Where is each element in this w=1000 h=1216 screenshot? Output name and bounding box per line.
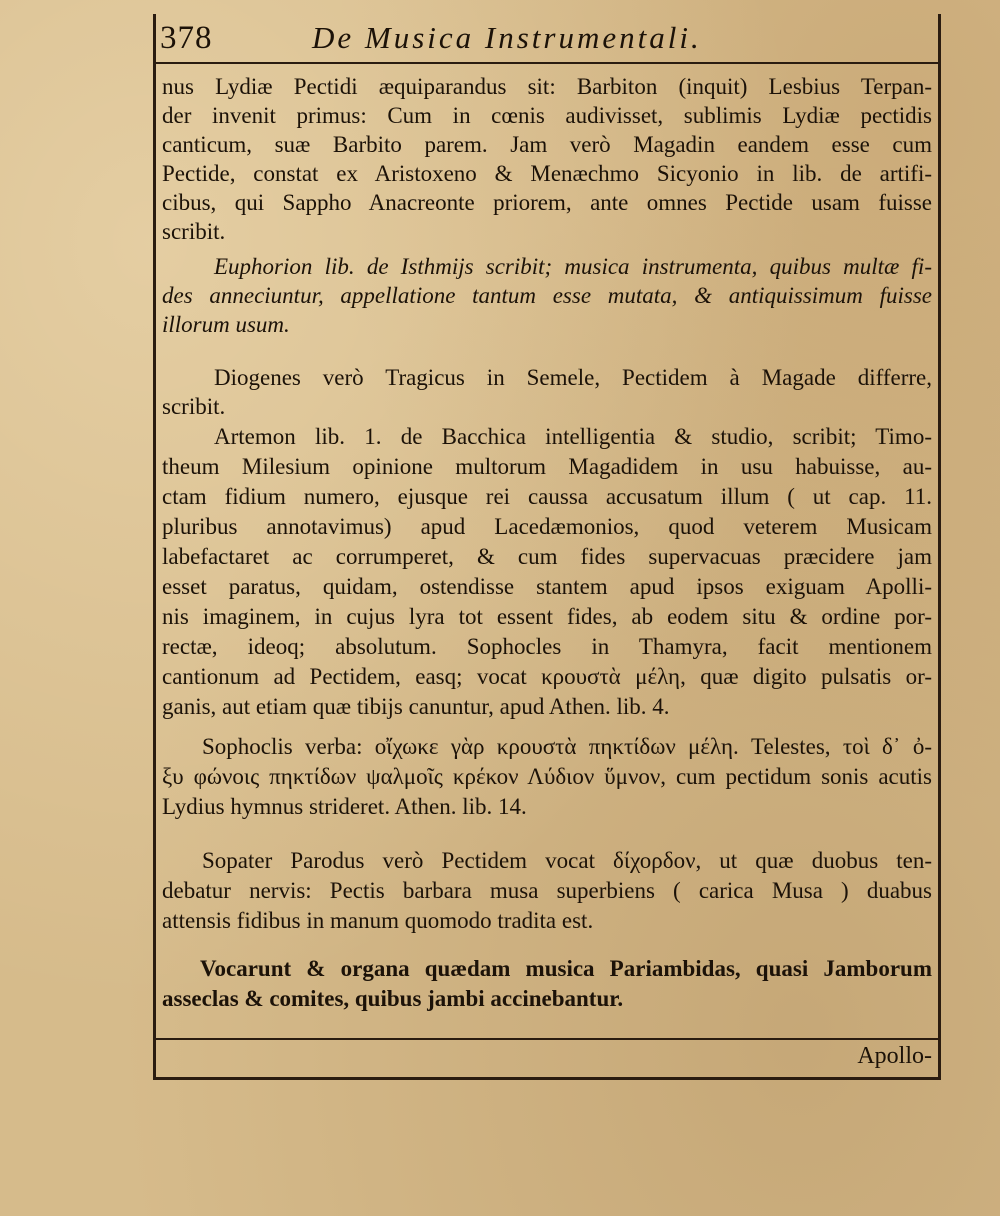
text-line: ganis, aut etiam quæ tibijs canuntur, apud Athen. lib. 4. (162, 694, 670, 719)
footer-rule (153, 1038, 941, 1040)
text-line: esset paratus, quidam, ostendisse stantem apud ipsos exiguam Apolli- (162, 574, 932, 599)
catchword: Apollo- (857, 1043, 932, 1069)
header-rule (153, 62, 941, 64)
text-line: Euphorion lib. de Isthmijs scribit; musica instrumenta, quibus multæ fi- (214, 254, 932, 279)
text-line: Artemon lib. 1. de Bacchica intelligentia & studio, scribit; Timo- (214, 424, 932, 449)
text-line: canticum, suæ Barbito parem. Jam verò Magadin eandem esse cum (162, 132, 932, 157)
text-line: ctam fidium numero, ejusque rei caussa accusatum illum ( ut cap. 11. (162, 484, 932, 509)
text-line: debatur nervis: Pectis barbara musa superbiens ( carica Musa ) duabus (162, 878, 932, 903)
text-line: attensis fidibus in manum quomodo tradita est. (162, 908, 594, 933)
page-number: 378 (160, 20, 213, 56)
text-line: nus Lydiæ Pectidi æquiparandus sit: Barbiton (inquit) Lesbius Terpan- (162, 74, 932, 99)
text-line: nis imaginem, in cujus lyra tot essent fides, ab eodem situ & ordine por- (162, 604, 932, 629)
text-line: pluribus annotavimus) apud Lacedæmonios, quod veterem Musicam (162, 514, 932, 539)
text-line: labefactaret ac corrumperet, & cum fides supervacuas præcidere jam (162, 544, 932, 569)
text-line: Diogenes verò Tragicus in Semele, Pectidem à Magade differre, (214, 365, 932, 390)
text-line: theum Milesium opinione multorum Magadidem in usu habuisse, au- (162, 454, 932, 479)
text-line: cantionum ad Pectidem, easq; vocat κρoυστὰ μέλη, quæ digito pulsatis or- (162, 664, 932, 689)
text-line: scribit. (162, 219, 226, 244)
text-line: der invenit primus: Cum in cœnis audivisset, sublimis Lydiæ pectidis (162, 103, 932, 128)
text-line: Lydius hymnus strideret. Athen. lib. 14. (162, 794, 527, 819)
text-line: des anneciuntur, appellatione tantum esse mutata, & antiquissimum fuisse (162, 283, 932, 308)
text-line: Sopater Parodus verò Pectidem vocat δίχορδον, ut quæ duobus ten- (202, 848, 932, 873)
text-line: rectæ, ideoq; absolutum. Sophocles in Thamyra, facit mentionem (162, 634, 932, 659)
text-line: cibus, qui Sappho Anacreonte priorem, ante omnes Pectide usam fuisse (162, 190, 932, 215)
running-title: De Musica Instrumentali. (312, 20, 702, 55)
text-line: Vocarunt & organa quædam musica Pariambidas, quasi Jamborum (200, 956, 932, 981)
text-line: asseclas & comites, quibus jambi accinebantur. (162, 986, 624, 1011)
text-line: scribit. (162, 394, 226, 419)
text-line: Sophoclis verba: οἴχωκε γὰρ κρουστὰ πηκτίδων μέλη. Telestes, τοὶ δ᾽ ὀ- (202, 734, 932, 759)
text-line: illorum usum. (162, 312, 290, 337)
text-line: Pectide, constat ex Aristoxeno & Menæchmo Sicyonio in lib. de artifi- (162, 161, 932, 186)
text-line: ξυ φώνοις πηκτίδων ψαλμοῖς κρέκον Λύδιον ὕμνον, cum pectidum sonis acutis (162, 764, 932, 789)
